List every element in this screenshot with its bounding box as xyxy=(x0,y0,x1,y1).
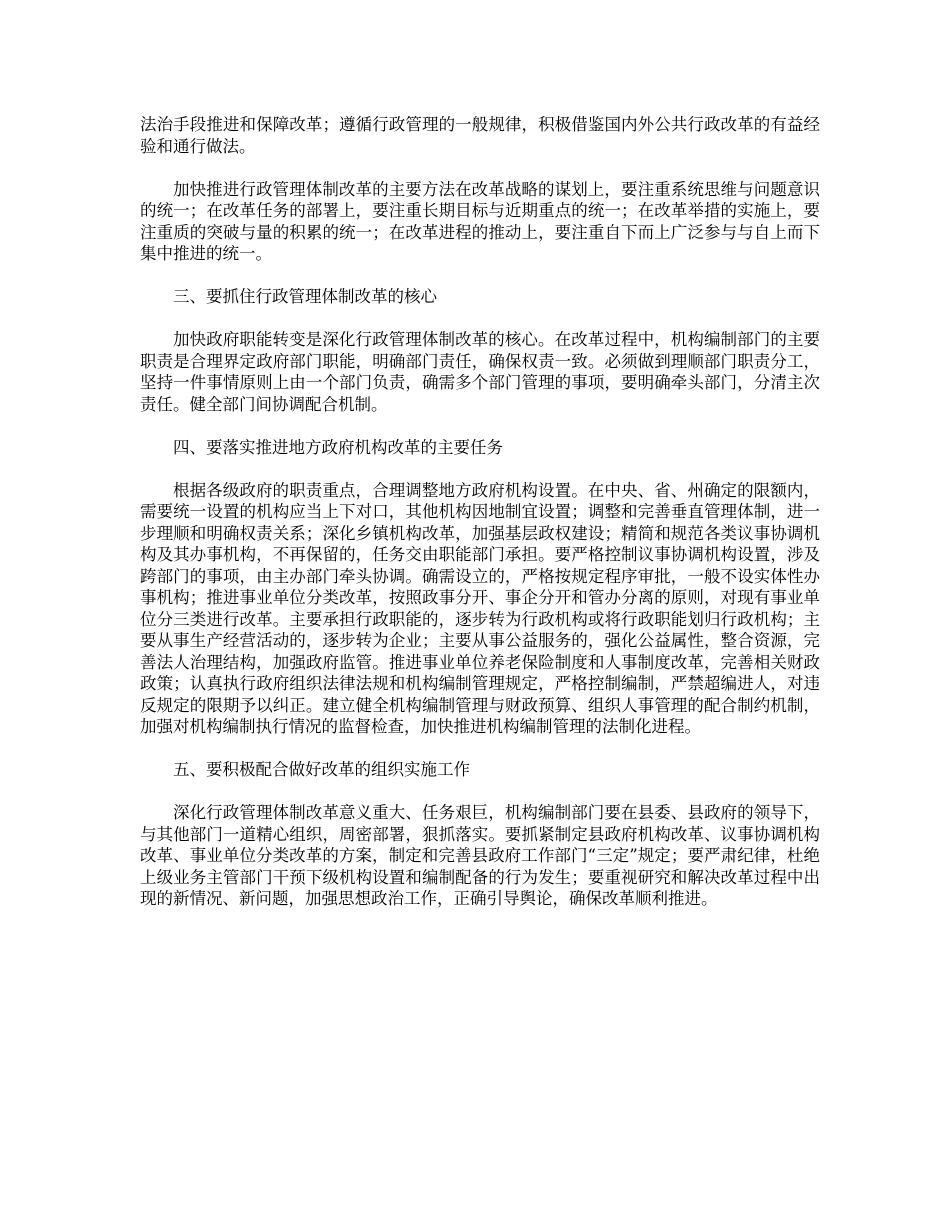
paragraph-main-tasks: 根据各级政府的职责重点，合理调整地方政府机构设置。在中央、省、州确定的限额内，需要统一设置的机构应当上下对口，其他机构因地制宜设置；调整和完善垂直管理体制，进一步理顺和明确权责关系；深化乡镇机构改革，加强基层政权建设；精简和规范各类议事协调机构及其办事机构，不再保留的，任务交由职能部门承担。要严格控制议事协调机构设置，涉及跨部门的事项，由主办部门牵头协调。确需设立的，严格按规定程序审批，一般不设实体性办事机构；推进事业单位分类改革，按照政事分开、事企分开和管办分离的原则，对现有事业单位分三类进行改革。主要承担行政职能的，逐步转为行政机构或将行政职能划归行政机构；主要从事生产经营活动的，逐步转为企业；主要从事公益服务的，强化公益属性，整合资源，完善法人治理结构，加强政府监管。推进事业单位养老保险制度和人事制度改革，完善相关财政政策；认真执行政府组织法律法规和机构编制管理规定，严格控制编制，严禁超编进人，对违反规定的限期予以纠正。建立健全机构编制管理与财政预算、组织人事管理的配合制约机制，加强对机构编制执行情况的监督检查，加快推进机构编制管理的法制化进程。 xyxy=(140,480,820,736)
paragraph-implementation: 深化行政管理体制改革意义重大、任务艰巨，机构编制部门要在县委、县政府的领导下，与其他部门一道精心组织，周密部署，狠抓落实。要抓紧制定县政府机构改革、议事协调机构改革、事业单位分类改革的方案，制定和完善县政府工作部门“三定”规定；要严肃纪律，杜绝上级业务主管部门干预下级机构设置和编制配备的行为发生；要重视研究和解决改革过程中出现的新情况、新问题，加强思想政治工作，正确引导舆论，确保改革顺利推进。 xyxy=(140,803,820,908)
section-heading-4: 四、要落实推进地方政府机构改革的主要任务 xyxy=(173,437,503,457)
paragraph-reform-methods: 加快推进行政管理体制改革的主要方法在改革战略的谋划上，要注重系统思维与问题意识的统一；在改革任务的部署上，要注重长期目标与近期重点的统一；在改革举措的实施上，要注重质的突破与量的积累的统一；在改革进程的推动上，要注重自下而上广泛参与与自上而下集中推进的统一。 xyxy=(140,179,820,263)
paragraph-continuation: 法治手段推进和保障改革；遵循行政管理的一般规律，积极借鉴国内外公共行政改革的有益经验和通行做法。 xyxy=(140,115,820,156)
paragraph-core: 加快政府职能转变是深化行政管理体制改革的核心。在改革过程中，机构编制部门的主要职责是合理界定政府部门职能，明确部门责任，确保权责一致。必须做到理顺部门职责分工，坚持一件事情原则上由一个部门负责，确需多个部门管理的事项，要明确牵头部门，分清主次责任。健全部门间协调配合机制。 xyxy=(140,330,820,414)
section-heading-5: 五、要积极配合做好改革的组织实施工作 xyxy=(173,760,470,779)
section-heading-3: 三、要抓住行政管理体制改革的核心 xyxy=(173,287,437,306)
document-page xyxy=(140,114,820,931)
